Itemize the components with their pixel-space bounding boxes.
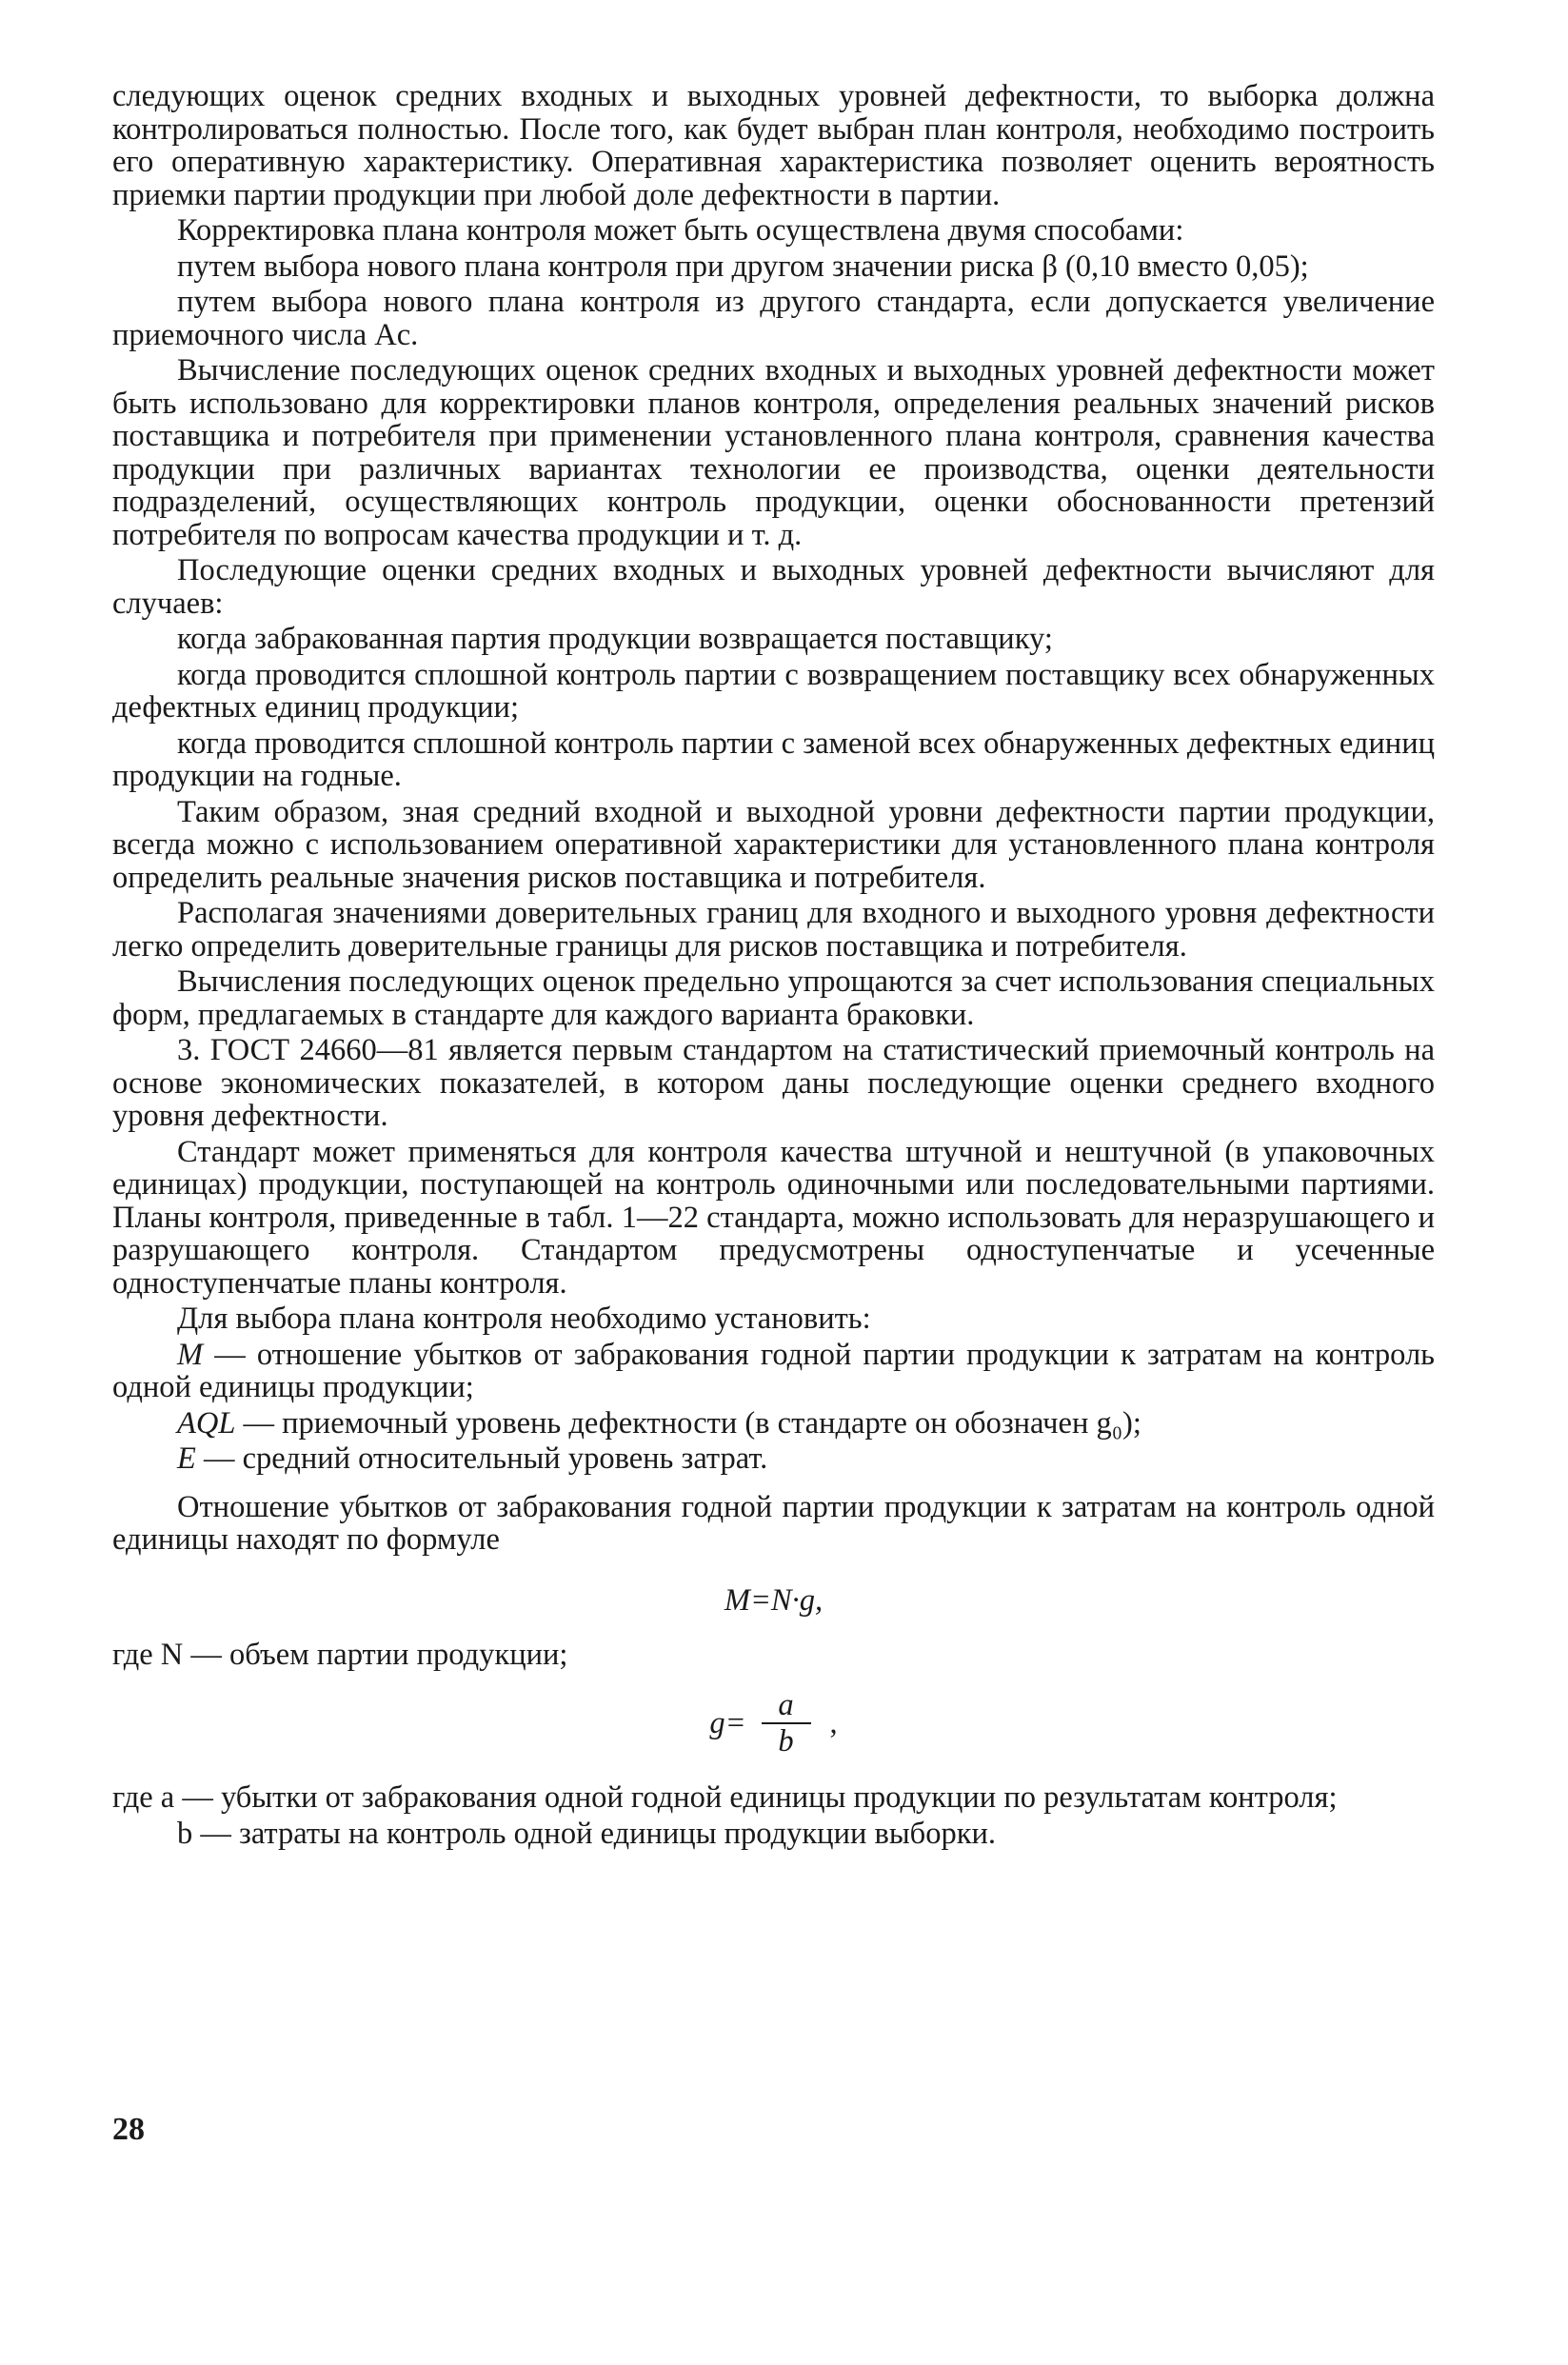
paragraph: Вычисления последующих оценок предельно упрощаются за счет использования специальных форм, предлагаемых в стандарте для каждого варианта браковки.	[112, 964, 1435, 1032]
formula-lhs: g=	[709, 1705, 746, 1740]
definition-text: — приемочный уровень дефектности (в стандарте он обозначен g₀);	[235, 1405, 1141, 1441]
paragraph: Располагая значениями доверительных границ для входного и выходного уровня дефектности легко определить доверительные границы для рисков поставщика и потребителя.	[112, 896, 1435, 964]
paragraph: Для выбора плана контроля необходимо установить:	[177, 1302, 871, 1336]
definition-text: — отношение убытков от забракования годной партии продукции к затратам на контроль одной единицы продукции;	[112, 1337, 1435, 1404]
paragraph: Стандарт может применяться для контроля качества штучной и нештучной (в упаковочных единицах) продукции, поступающей на контроль одиночными или последовательными партиями. Планы контроля, приведенные в табл. 1—22 стандарта, можно использовать для неразрушающего и разрушающего контроля. Стандартом предусмотрены одноступенчатые и усеченные одноступенчатые планы контроля.	[112, 1134, 1435, 1301]
symbol: M	[177, 1337, 204, 1372]
paragraph: Отношение убытков от забракования годной партии продукции к затратам на контроль одной единицы находят по формуле	[112, 1489, 1435, 1557]
formula-tail: ,	[829, 1705, 838, 1740]
symbol: E	[177, 1441, 196, 1476]
list-item: путем выбора нового плана контроля из другого стандарта, если допускается увеличение приемочного числа Ac.	[112, 285, 1435, 352]
formula-m: M=N·g,	[724, 1582, 824, 1618]
symbol: AQL	[177, 1405, 236, 1441]
list-item: путем выбора нового плана контроля при другом значении риска β (0,10 вместо 0,05);	[177, 248, 1309, 284]
paragraph: следующих оценок средних входных и выходных уровней дефектности, то выборка должна контролироваться полностью. После того, как будет выбран план контроля, необходимо построить его оперативную характеристику. Оперативная характеристика позволяет оценить вероятность приемки партии продукции при любой доле дефектности в партии.	[112, 79, 1435, 212]
body-text	[112, 80, 1435, 1850]
list-item: когда проводится сплошной контроль партии с заменой всех обнаруженных дефектных единиц продукции на годные.	[112, 725, 1435, 793]
page-number: 28	[112, 2112, 145, 2147]
paragraph: Последующие оценки средних входных и выходных уровней дефектности вычисляют для случаев:	[112, 553, 1435, 621]
definition-text: — средний относительный уровень затрат.	[195, 1441, 768, 1476]
fraction	[762, 1688, 811, 1759]
paragraph: Корректировка плана контроля может быть осуществлена двумя способами:	[177, 213, 1184, 248]
denominator: b	[778, 1724, 794, 1759]
numerator: a	[778, 1688, 794, 1722]
definition-m	[112, 1339, 1435, 1404]
where-clause: где a — убытки от забракования одной годной единицы продукции по результатам контроля;	[112, 1780, 1338, 1815]
paragraph: 3. ГОСТ 24660—81 является первым стандартом на статистический приемочный контроль на основе экономических показателей, в котором даны последующие оценки среднего входного уровня дефектности.	[112, 1033, 1435, 1133]
list-item: когда проводится сплошной контроль партии с возвращением поставщику всех обнаруженных дефектных единиц продукции;	[112, 657, 1435, 725]
definition-e	[112, 1442, 1435, 1476]
paragraph: Вычисление последующих оценок средних входных и выходных уровней дефектности может быть использовано для корректировки планов контроля, определения реальных значений рисков поставщика и потребителя при применении установленного плана контроля, сравнения качества продукции при различных вариантах технологии ее производства, оценки деятельности подразделений, осуществляющих контроль продукции, оценки обоснованности претензий потребителя по вопросам качества продукции и т. д.	[112, 353, 1435, 552]
where-clause: где N — объем партии продукции;	[112, 1637, 568, 1672]
definition-aql	[112, 1407, 1435, 1441]
paragraph: Таким образом, зная средний входной и выходной уровни дефектности партии продукции, всегда можно с использованием оперативной характеристики для установленного плана контроля определить реальные значения рисков поставщика и потребителя.	[112, 794, 1435, 895]
where-clause: b — затраты на контроль одной единицы продукции выборки.	[177, 1816, 997, 1851]
formula-g	[112, 1688, 1435, 1759]
list-item: когда забракованная партия продукции возвращается поставщику;	[177, 622, 1053, 656]
